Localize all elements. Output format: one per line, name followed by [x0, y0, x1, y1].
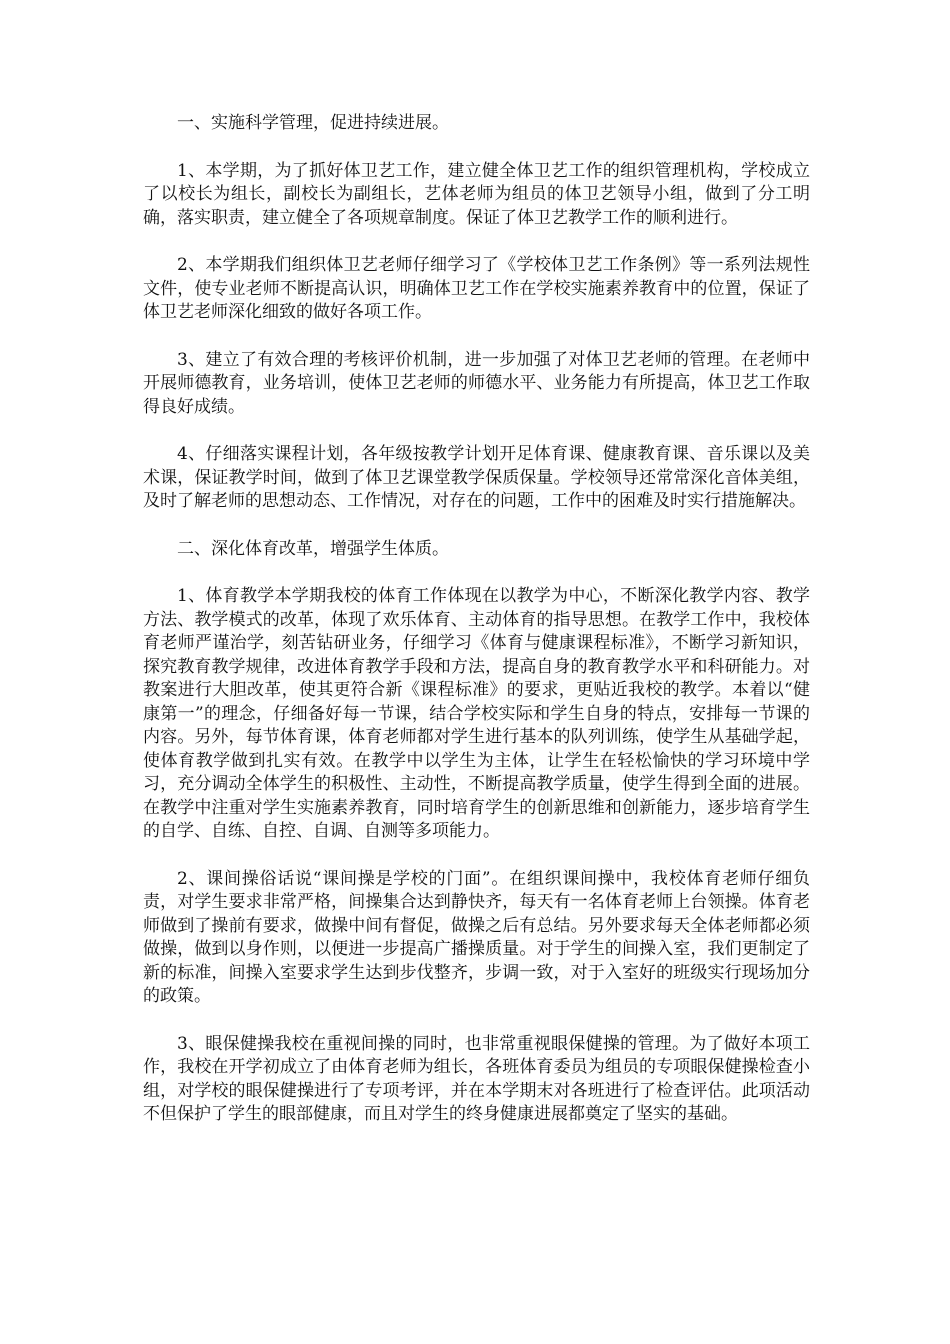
paragraph-2-2: 2、课间操俗话说“课间操是学校的门面”。在组织课间操中，我校体育老师仔细负责，对学生要求非常严格，间操集合达到静快齐，每天有一名体育老师上台领操。体育老师做到了操前有要求，做操中间有督促，做操之后有总结。另外要求每天全体老师都必须做操，做到以身作则，以便进一步提高广播操质量。对于学生的间操入室，我们更制定了新的标准，间操入室要求学生达到步伐整齐，步调一致，对于入室好的班级实行现场加分的政策。 — [143, 868, 810, 1006]
paragraph-1-2: 2、本学期我们组织体卫艺老师仔细学习了《学校体卫艺工作条例》等一系列法规性文件，使专业老师不断提高认识，明确体卫艺工作在学校实施素养教育中的位置，保证了体卫艺老师深化细致的做好各项工作。 — [143, 255, 810, 322]
paragraph-2-1: 1、体育教学本学期我校的体育工作体现在以教学为中心，不断深化教学内容、教学方法、教学模式的改革，体现了欢乐体育、主动体育的指导思想。在教学工作中，我校体育老师严谨治学，刻苦钻研业务，仔细学习《体育与健康课程标准》，不断学习新知识，探究教育教学规律，改进体育教学手段和方法，提高自身的教育教学水平和科研能力。对教案进行大胆改革，使其更符合新《课程标准》的要求，更贴近我校的教学。本着以“健康第一”的理念，仔细备好每一节课，结合学校实际和学生自身的特点，安排每一节课的内容。另外，每节体育课，体育老师都对学生进行基本的队列训练，使学生从基础学起，使体育教学做到扎实有效。在教学中以学生为主体，让学生在轻松愉快的学习环境中学习，充分调动全体学生的积极性、主动性，不断提高教学质量，使学生得到全面的进展。在教学中注重对学生实施素养教育，同时培育学生的创新思维和创新能力，逐步培育学生的自学、自练、自控、自调、自测等多项能力。 — [143, 586, 810, 841]
paragraph-1-1: 1、本学期，为了抓好体卫艺工作，建立健全体卫艺工作的组织管理机构，学校成立了以校长为组长，副校长为副组长，艺体老师为组员的体卫艺领导小组，做到了分工明确，落实职责，建立健全了各项规章制度。保证了体卫艺教学工作的顺利进行。 — [143, 160, 810, 228]
section-heading-2: 二、深化体育改革，增强学生体质。 — [177, 538, 449, 559]
document-body — [143, 112, 810, 1151]
paragraph-2-3: 3、眼保健操我校在重视间操的同时，也非常重视眼保健操的管理。为了做好本项工作，我校在开学初成立了由体育老师为组长，各班体育委员为组员的专项眼保健操检查小组，对学校的眼保健操进行了专项考评，并在本学期末对各班进行了检查评估。此项活动不但保护了学生的眼部健康，而且对学生的终身健康进展都奠定了坚实的基础。 — [143, 1033, 810, 1124]
paragraph-1-3: 3、建立了有效合理的考核评价机制，进一步加强了对体卫艺老师的管理。在老师中开展师德教育，业务培训，使体卫艺老师的师德水平、业务能力有所提高，体卫艺工作取得良好成绩。 — [143, 349, 810, 417]
section-heading-1: 一、实施科学管理，促进持续进展。 — [177, 113, 449, 133]
paragraph-1-4: 4、仔细落实课程计划，各年级按教学计划开足体育课、健康教育课、音乐课以及美术课，保证教学时间，做到了体卫艺课堂教学保质保量。学校领导还常常深化音体美组，及时了解老师的思想动态、工作情况，对存在的问题，工作中的困难及时实行措施解决。 — [143, 444, 810, 511]
